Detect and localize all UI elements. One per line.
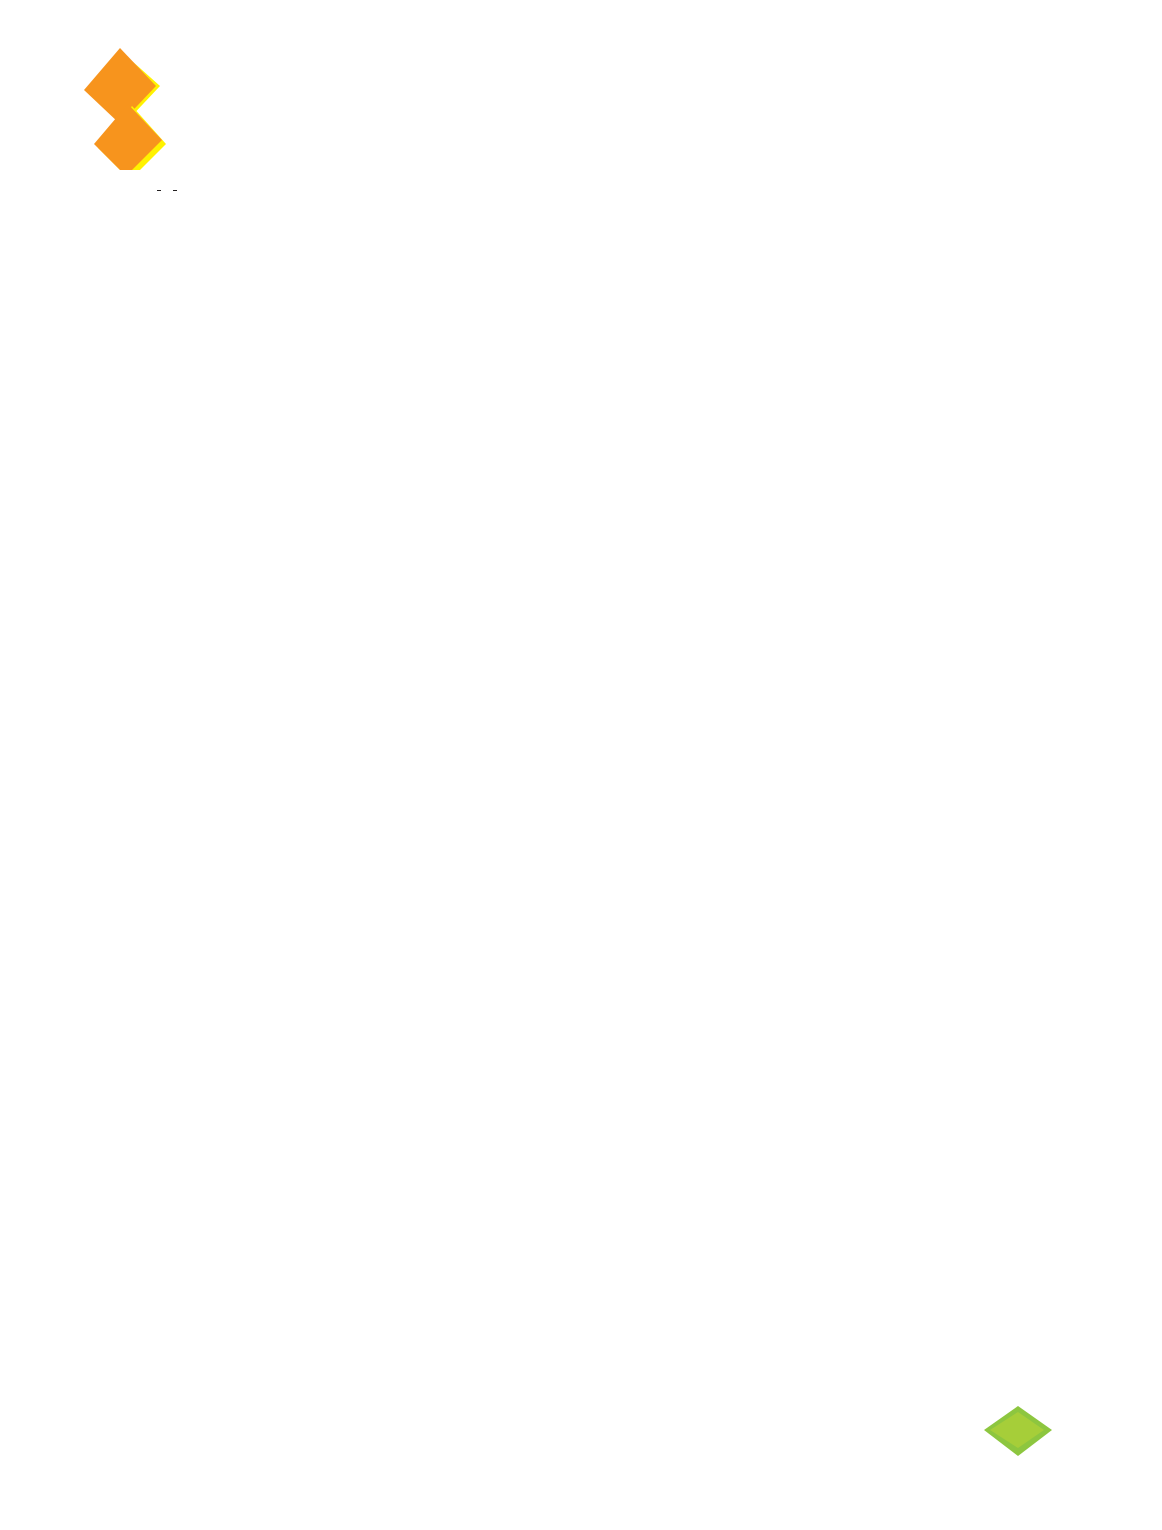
page-badge [978,1400,1162,1470]
page-badge-icon [978,1400,1162,1470]
exercise-list [86,176,1062,532]
header-ornament-icon [0,40,1162,170]
exercise-348 [86,176,1062,212]
section-header [0,40,1162,170]
fraction-1-60 [157,190,161,191]
fraction-1-7 [173,190,177,191]
exercise-text [154,176,1062,212]
